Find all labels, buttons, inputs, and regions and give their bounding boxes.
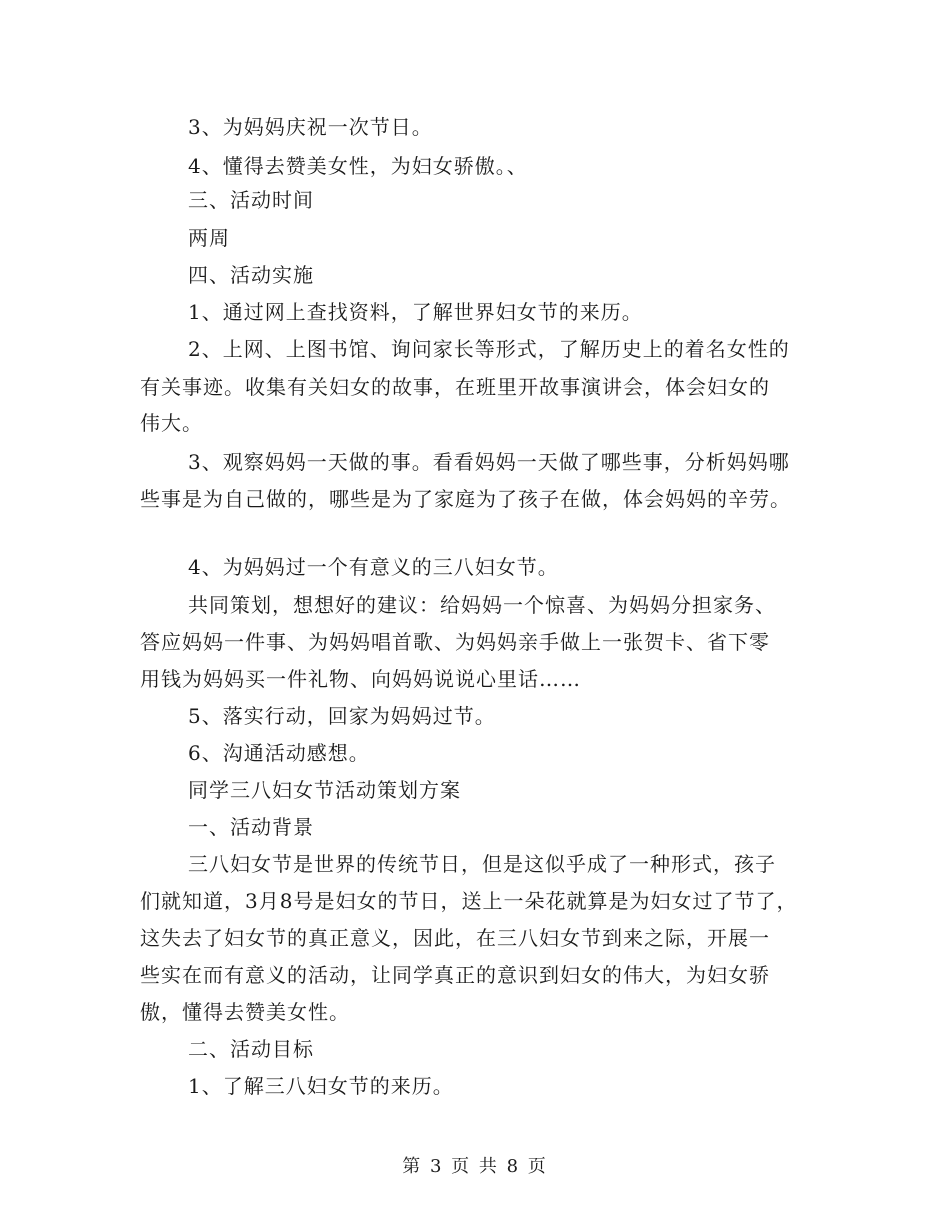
text-line: 6、沟通活动感想。 [188,741,370,765]
text-line: 些实在而有意义的活动，让同学真正的意识到妇女的伟大，为妇女骄 [140,963,770,987]
text-line: 二、活动目标 [188,1037,314,1061]
text-line: 有关事迹。收集有关妇女的故事，在班里开故事演讲会，体会妇女的 [140,375,770,399]
text-line: 4、懂得去赞美女性，为妇女骄傲。、 [188,154,528,178]
text-line: 们就知道，3月8号是妇女的节日，送上一朵花就算是为妇女过了节了， [140,889,798,913]
text-line: 3、观察妈妈一天做的事。看看妈妈一天做了哪些事，分析妈妈哪 [188,450,790,474]
text-line: 四、活动实施 [188,263,314,287]
text-line: 三八妇女节是世界的传统节日，但是这似乎成了一种形式，孩子 [188,852,776,876]
page-number-footer: 第 3 页 共 8 页 [402,1156,548,1177]
text-line: 些事是为自己做的，哪些是为了家庭为了孩子在做，体会妈妈的辛劳。 [140,487,791,511]
text-line: 一、活动背景 [188,815,314,839]
text-line: 答应妈妈一件事、为妈妈唱首歌、为妈妈亲手做上一张贺卡、省下零 [140,630,770,654]
text-line: 傲，懂得去赞美女性。 [140,1000,350,1024]
text-line: 用钱为妈妈买一件礼物、向妈妈说说心里话…… [140,667,581,691]
section-title: 同学三八妇女节活动策划方案 [188,778,461,802]
text-line: 两周 [188,226,230,250]
text-line: 4、为妈妈过一个有意义的三八妇女节。 [188,555,559,579]
text-line: 伟大。 [140,411,203,435]
text-line: 3、为妈妈庆祝一次节日。 [188,115,433,139]
text-line: 5、落实行动，回家为妈妈过节。 [188,704,496,728]
text-line: 2、上网、上图书馆、询问家长等形式，了解历史上的着名女性的 [188,337,790,361]
text-line: 共同策划，想想好的建议：给妈妈一个惊喜、为妈妈分担家务、 [188,593,776,617]
text-line: 1、了解三八妇女节的来历。 [188,1074,454,1098]
text-line: 1、通过网上查找资料，了解世界妇女节的来历。 [188,300,643,324]
text-line: 三、活动时间 [188,188,314,212]
text-line: 这失去了妇女节的真正意义，因此，在三八妇女节到来之际，开展一 [140,926,770,950]
